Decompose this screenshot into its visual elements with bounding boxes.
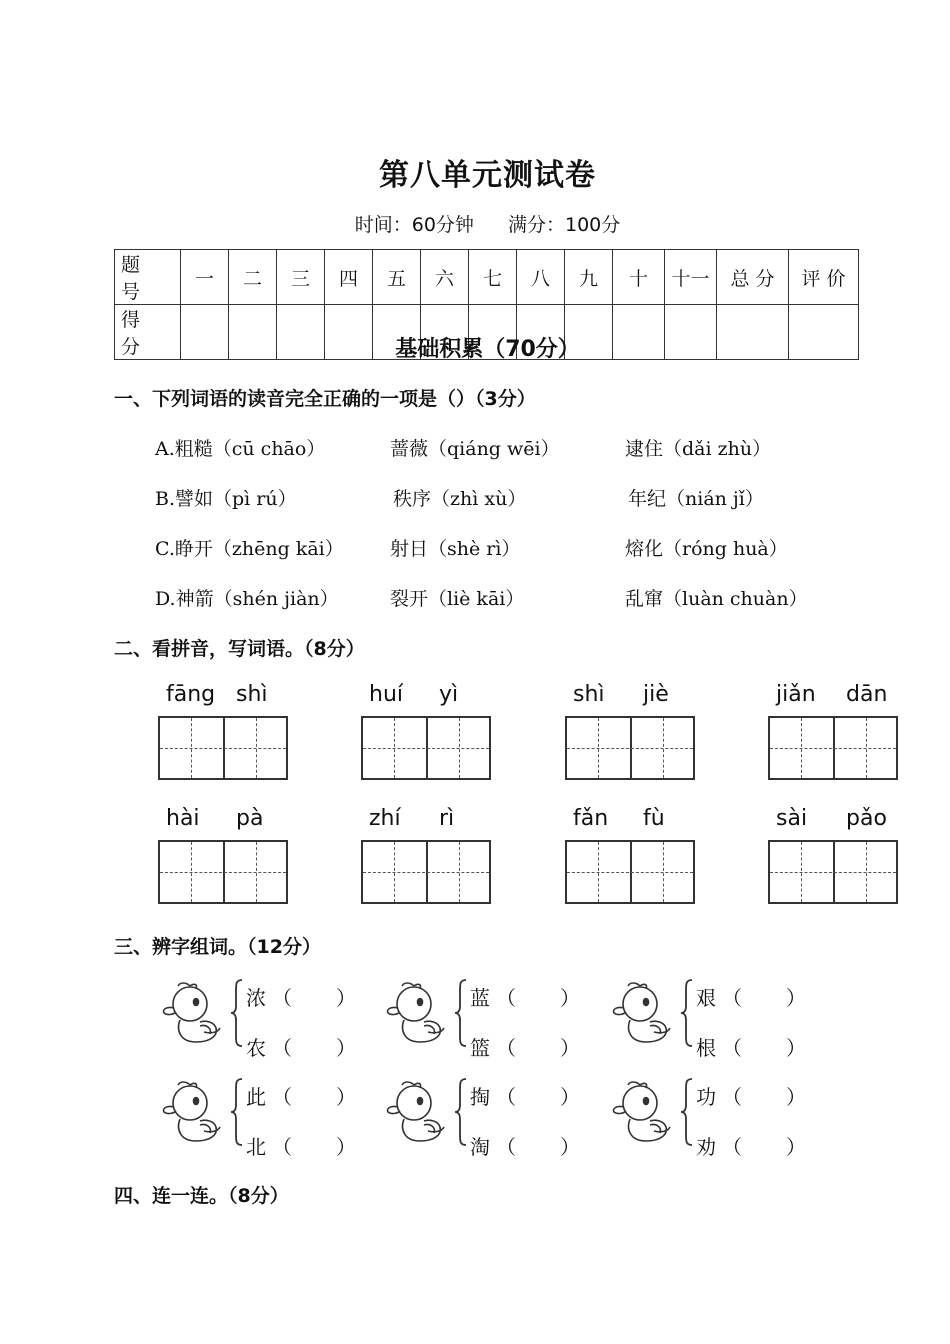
character: 功 (696, 1085, 716, 1109)
paren-close: ） (336, 986, 356, 1010)
char-word-blank[interactable] (696, 1081, 806, 1110)
option-a-word-3: 逮住（dǎi zhù） (625, 438, 772, 460)
option-b-word-2: 秩序（zhì xù） (393, 488, 527, 510)
paren-open: （ (496, 1135, 516, 1159)
exam-time: 时间：60分钟 (354, 214, 474, 236)
brace-icon (230, 1077, 244, 1147)
character: 农 (246, 1036, 266, 1060)
option-b-word-3: 年纪（nián jǐ） (628, 488, 764, 510)
option-a-word-1[interactable]: A.粗糙（cū chāo） (155, 438, 326, 460)
paren-close: ） (336, 1085, 356, 1109)
paren-close: ） (786, 1135, 806, 1159)
option-c-word-3: 熔化（róng huà） (625, 538, 788, 560)
exam-info (0, 210, 950, 237)
character: 劝 (696, 1135, 716, 1159)
char-word-blank[interactable] (696, 982, 806, 1011)
char-word-blank[interactable] (470, 1131, 580, 1160)
char-word-blank[interactable] (470, 982, 580, 1011)
paren-close: ） (336, 1036, 356, 1060)
paren-close: ） (786, 1036, 806, 1060)
char-word-blank[interactable] (246, 1131, 356, 1160)
paren-open: （ (722, 1085, 742, 1109)
duck-illustration (384, 980, 448, 1046)
score-header-cell: 五 (373, 250, 421, 305)
question-4-title: 四、连一连。（8分） (114, 1185, 289, 1207)
score-header-cell: 十一 (665, 250, 717, 305)
character: 淘 (470, 1135, 490, 1159)
pinyin-syllable: shì (236, 682, 268, 707)
option-a-word-2: 蔷薇（qiáng wēi） (390, 438, 560, 460)
pinyin-syllable: huí (369, 682, 403, 707)
score-header-cell: 二 (229, 250, 277, 305)
paren-open: （ (272, 1085, 292, 1109)
score-header-cell: 总 分 (717, 250, 789, 305)
exam-full-score: 满分：100分 (507, 214, 621, 236)
character: 篮 (470, 1036, 490, 1060)
pinyin-syllable: pǎo (846, 806, 887, 831)
brace-icon (680, 978, 694, 1048)
pinyin-syllable: dān (846, 682, 888, 707)
pinyin-syllable: pà (236, 806, 264, 831)
paren-close: ） (560, 986, 580, 1010)
paren-open: （ (722, 986, 742, 1010)
score-header-cell: 四 (325, 250, 373, 305)
score-header-cell: 七 (469, 250, 517, 305)
paren-open: （ (496, 1085, 516, 1109)
pinyin-syllable: fǎn (573, 806, 609, 831)
paren-close: ） (560, 1036, 580, 1060)
writing-grid[interactable] (768, 716, 898, 780)
brace-icon (454, 1077, 468, 1147)
pinyin-syllable: shì (573, 682, 605, 707)
score-header-cell: 题 号 (115, 250, 181, 305)
character: 艰 (696, 986, 716, 1010)
pinyin-syllable: fāng (166, 682, 216, 707)
score-header-cell: 十 (613, 250, 665, 305)
page-title: 第八单元测试卷 (379, 158, 596, 193)
score-header-cell: 一 (181, 250, 229, 305)
writing-grid[interactable] (158, 840, 288, 904)
score-header-cell: 九 (565, 250, 613, 305)
option-d-word-2: 裂开（liè kāi） (390, 588, 525, 610)
char-word-blank[interactable] (246, 1081, 356, 1110)
writing-grid[interactable] (565, 840, 695, 904)
score-header-cell: 六 (421, 250, 469, 305)
character: 根 (696, 1036, 716, 1060)
option-c-word-1[interactable]: C.睁开（zhēng kāi） (155, 538, 344, 560)
question-2-title: 二、看拼音，写词语。（8分） (114, 638, 365, 660)
character: 北 (246, 1135, 266, 1159)
score-header-cell: 三 (277, 250, 325, 305)
question-1-title: 一、下列词语的读音完全正确的一项是（）（3分） (114, 388, 536, 410)
writing-grid[interactable] (361, 840, 491, 904)
score-header-cell: 八 (517, 250, 565, 305)
writing-grid[interactable] (361, 716, 491, 780)
brace-icon (230, 978, 244, 1048)
paren-close: ） (560, 1135, 580, 1159)
score-header-cell: 评 价 (789, 250, 859, 305)
char-word-blank[interactable] (470, 1032, 580, 1061)
char-word-blank[interactable] (246, 982, 356, 1011)
char-word-blank[interactable] (470, 1081, 580, 1110)
paren-open: （ (496, 986, 516, 1010)
character: 掏 (470, 1085, 490, 1109)
question-3-title: 三、辨字组词。（12分） (114, 936, 321, 958)
brace-icon (680, 1077, 694, 1147)
pinyin-syllable: hài (166, 806, 200, 831)
char-word-blank[interactable] (696, 1032, 806, 1061)
char-word-blank[interactable] (246, 1032, 356, 1061)
paren-open: （ (272, 1135, 292, 1159)
character: 蓝 (470, 986, 490, 1010)
paren-open: （ (722, 1135, 742, 1159)
duck-illustration (384, 1079, 448, 1145)
char-word-blank[interactable] (696, 1131, 806, 1160)
pinyin-syllable: yì (439, 682, 459, 707)
pinyin-syllable: sài (776, 806, 808, 831)
option-b-word-1[interactable]: B.譬如（pì rú） (155, 488, 297, 510)
duck-illustration (610, 980, 674, 1046)
brace-icon (454, 978, 468, 1048)
duck-illustration (610, 1079, 674, 1145)
duck-illustration (160, 980, 224, 1046)
pinyin-syllable: zhí (369, 806, 401, 831)
paren-open: （ (272, 986, 292, 1010)
paren-close: ） (336, 1135, 356, 1159)
writing-grid[interactable] (565, 716, 695, 780)
score-row-label: 得 分 (115, 305, 181, 360)
paren-open: （ (272, 1036, 292, 1060)
score-table-header-row (115, 250, 859, 305)
pinyin-syllable: rì (439, 806, 455, 831)
pinyin-syllable: jiǎn (776, 682, 816, 707)
writing-grid[interactable] (158, 716, 288, 780)
pinyin-syllable: fù (643, 806, 665, 831)
paren-close: ） (560, 1085, 580, 1109)
option-d-word-3: 乱窜（luàn chuàn） (625, 588, 808, 610)
paren-open: （ (722, 1036, 742, 1060)
paren-open: （ (496, 1036, 516, 1060)
option-d-word-1[interactable]: D.神箭（shén jiàn） (155, 588, 339, 610)
character: 此 (246, 1085, 266, 1109)
character: 浓 (246, 986, 266, 1010)
paren-close: ） (786, 986, 806, 1010)
section-heading-basics: 基础积累（70分） (395, 337, 580, 362)
paren-close: ） (786, 1085, 806, 1109)
option-c-word-2: 射日（shè rì） (390, 538, 521, 560)
writing-grid[interactable] (768, 840, 898, 904)
pinyin-syllable: jiè (643, 682, 669, 707)
duck-illustration (160, 1079, 224, 1145)
